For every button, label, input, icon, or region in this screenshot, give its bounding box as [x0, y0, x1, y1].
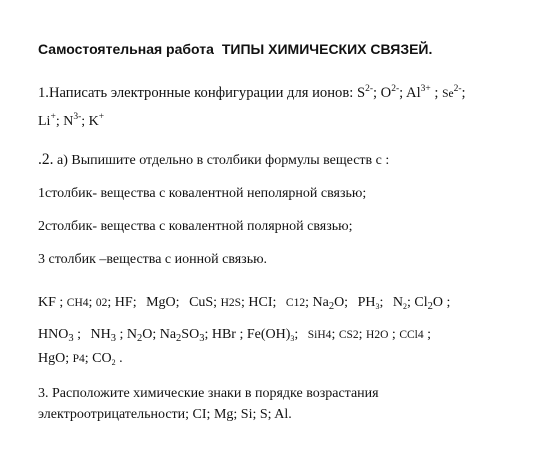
title-part-1: Самостоятельная работа — [38, 41, 214, 57]
task2-text: а) Выпишите отдельно в столбики формулы веществ с : — [57, 153, 390, 168]
task1-line2 — [38, 113, 104, 129]
task2-header — [38, 152, 389, 168]
ion-formulas-2: Li+; $N^{3-}$; K+ — [38, 112, 105, 129]
task2-number: .2. — [38, 151, 54, 168]
title-part-2: ТИПЫ ХИМИЧЕСКИХ СВЯЗЕЙ. — [221, 41, 433, 57]
formulas-line1: KF ; CH4; 02; HF; MgO; CuS; H2S; HCI; C12; $Na_2O$; $PH_3$; $N_2$; $Cl_2O$ ; — [38, 295, 451, 312]
task2-column2: 2столбик- вещества с ковалентной полярной связью; — [38, 219, 353, 234]
task1-prefix: 1.Написать электронные конфигурации для ионов: — [38, 85, 354, 101]
ion-formulas-1: $S^{2-}$; $O^{2-}$; $Al^{3+}$ ; $Se^{2-}$; — [356, 84, 466, 101]
task3-line1: 3. Расположите химические знаки в порядке возрастания — [38, 386, 379, 401]
page-title — [38, 42, 432, 56]
formulas-line2: $HNO_3$ ; $NH_3$ ; $N_2O$; $Na_2SO_3$; HBr ; $Fe(OH)_3$; SiH4; CS2; H2O ; CCl4 ; — [38, 327, 431, 344]
task2-column3: 3 столбик –вещества с ионной связью. — [38, 252, 268, 267]
task2-column1: 1столбик- вещества с ковалентной неполярной связью; — [38, 186, 367, 201]
formulas-line3: HgO; P4; $CO_2$ . — [38, 351, 123, 367]
task1-line1 — [38, 85, 466, 101]
task3-line2: электроотрицательности; CI; Mg; Si; S; Al. — [38, 407, 292, 422]
